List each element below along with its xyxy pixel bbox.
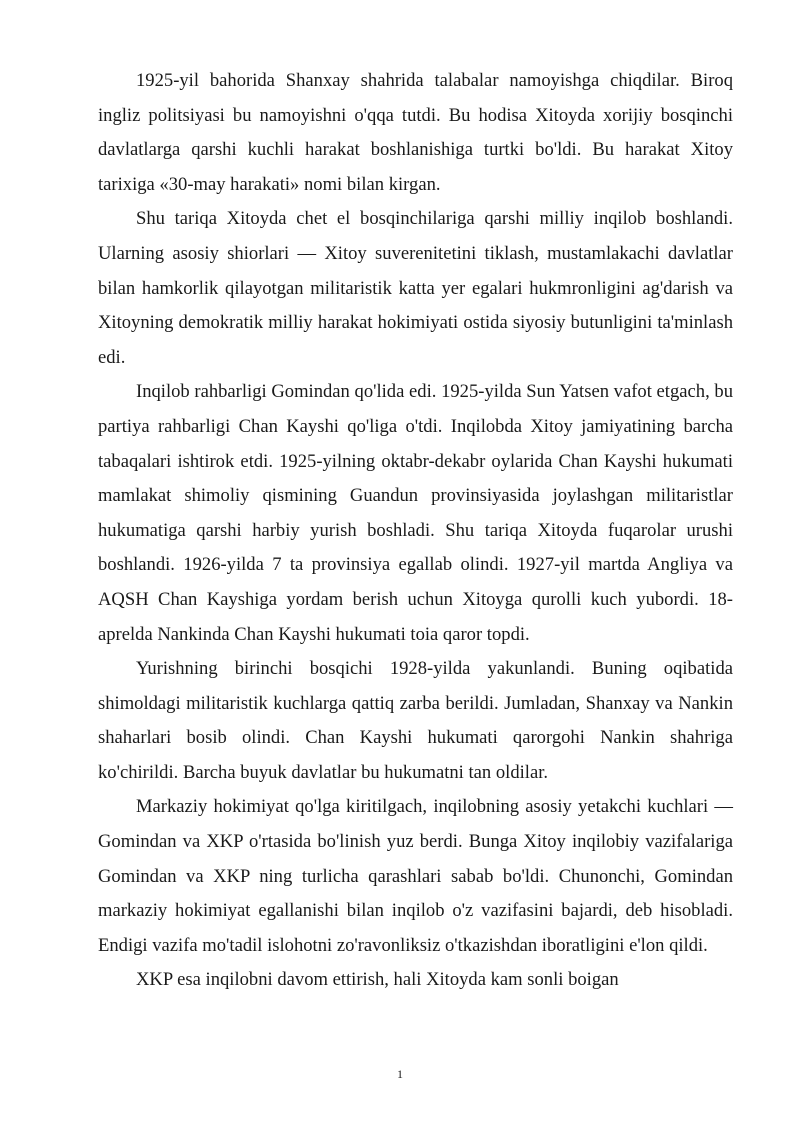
paragraph-6: XKP esa inqilobni davom ettirish, hali Xitoyda kam sonli boigan	[136, 969, 619, 991]
page-number: 1	[397, 1067, 403, 1081]
paragraph-3: Inqilob rahbarligi Gomindan qo'lida edi. 1925-yilda Sun Yatsen vafot etgach, bu partiya rahbarligi Chan Kayshi qo'liga o'tdi. Inqilobda Xitoy jamiyatining barcha tabaqalari ishtirok etdi. 1925-yilning oktabr-dekabr oylarida Chan Kayshi hukumati mamlakat shimoliy qismining Guandun provinsiyasida joylashgan militaristlar hukumatiga qarshi harbiy yurish boshladi. Shu tariqa Xitoyda fuqarolar urushi boshlandi. 1926-yilda 7 ta provinsiya egallab olindi. 1927-yil martda Angliya va AQSH Chan Kayshiga yordam berish uchun Xitoyga qurolli kuch yubordi. 18-aprelda Nankinda Chan Kayshi hukumati toia qaror topdi.	[98, 381, 733, 645]
paragraph-4: Yurishning birinchi bosqichi 1928-yilda yakunlandi. Buning oqibatida shimoldagi militaristik kuchlarga qattiq zarba berildi. Jumladan, Shanxay va Nankin shaharlari bosib olindi. Chan Kayshi hukumati qarorgohi Nankin shahriga ko'chirildi. Barcha buyuk davlatlar bu hukumatni tan oldilar.	[98, 658, 733, 783]
paragraph-2: Shu tariqa Xitoyda chet el bosqinchilariga qarshi milliy inqilob boshlandi. Ularning asosiy shiorlari — Xitoy suverenitetini tiklash, mustamlakachi davlatlar bilan hamkorlik qilayotgan militaristik katta yer egalari hukmronligini ag'darish va Xitoyning demokratik milliy harakat hokimiyati ostida siyosiy butunligini ta'minlash edi.	[98, 208, 733, 368]
paragraph-5: Markaziy hokimiyat qo'lga kiritilgach, inqilobning asosiy yetakchi kuchlari — Gomindan va XKP o'rtasida bo'linish yuz berdi. Bunga Xitoy inqilobiy vazifalariga Gomindan va XKP ning turlicha qarashlari sabab bo'ldi. Chunonchi, Gomindan markaziy hokimiyat egallanishi bilan inqilob o'z vazifasini bajardi, deb hisobladi. Endigi vazifa mo'tadil islohotni zo'ravonliksiz o'tkazishdan iboratligini e'lon qildi.	[98, 796, 733, 956]
paragraph-1: 1925-yil bahorida Shanxay shahrida talabalar namoyishga chiqdilar. Biroq ingliz politsiyasi bu namoyishni o'qqa tutdi. Bu hodisa Xitoyda xorijiy bosqinchi davlatlarga qarshi kuchli harakat boshlanishiga turtki bo'ldi. Bu harakat Xitoy tarixiga «30-may harakati» nomi bilan kirgan.	[98, 70, 733, 195]
document-body	[98, 64, 733, 998]
